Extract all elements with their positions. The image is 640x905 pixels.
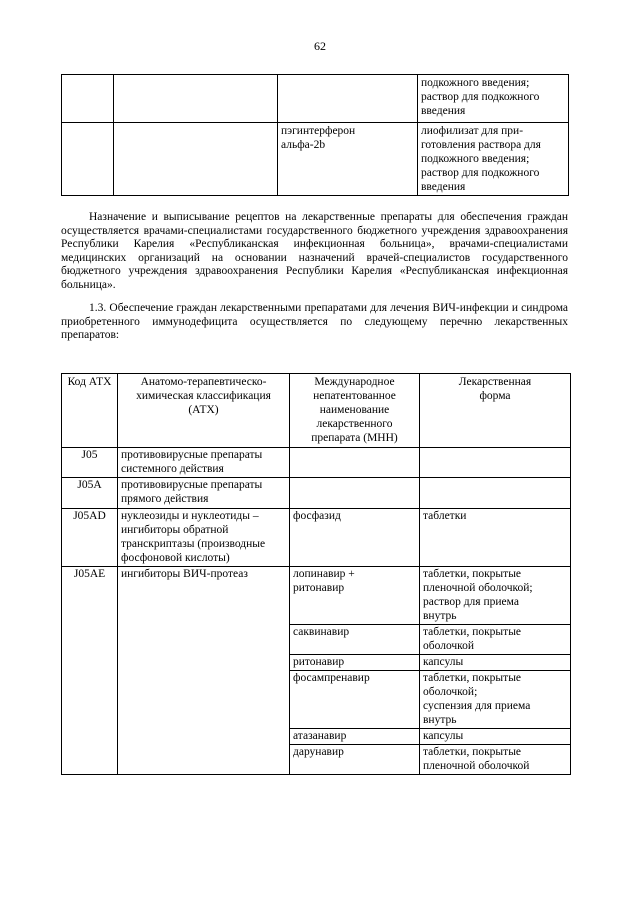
dosage-form-cell: таблетки, покрытые оболочкой; суспензия для приема внутрь — [420, 671, 571, 729]
header-dosage-form: Лекарственная форма — [420, 374, 571, 448]
page-number: 62 — [314, 39, 326, 53]
inn-cell: фосампренавир — [290, 671, 420, 729]
table-row — [62, 448, 571, 478]
dosage-form-cell: таблетки, покрытые оболочкой — [420, 625, 571, 655]
atc-code-cell: J05AE — [62, 567, 118, 775]
continued-drug-table — [61, 74, 569, 196]
atc-class-cell — [114, 75, 278, 123]
inn-cell: атазанавир — [290, 729, 420, 745]
atc-code-cell — [62, 123, 114, 196]
table-row — [62, 478, 571, 509]
table-row — [62, 75, 569, 123]
header-atc-code: Код АТХ — [62, 374, 118, 448]
dosage-form-cell: подкожного введения; раствор для подкожного введения — [418, 75, 569, 123]
table-row — [62, 123, 569, 196]
table-row — [62, 509, 571, 567]
atc-code-cell: J05 — [62, 448, 118, 478]
inn-cell — [290, 478, 420, 509]
inn-cell: саквинавир — [290, 625, 420, 655]
prescription-paragraph: Назначение и выписывание рецептов на лекарственные препараты для обеспечения граждан осуществляется врачами-специалистами государственного бюджетного учреждения здравоохранения Республики Карелия «Республиканская инфекционная больница», врачами-специалистами медицинских организаций на основании назначений врачей-специалистов государственного бюджетного учреждения здравоохранения Республики Карелия «Республиканская инфекционная больница». — [61, 211, 568, 291]
inn-cell — [278, 75, 418, 123]
inn-cell: дарунавир — [290, 745, 420, 775]
atc-class-cell: противовирусные препараты прямого действия — [118, 478, 290, 509]
atc-class-cell: противовирусные препараты системного действия — [118, 448, 290, 478]
atc-code-cell: J05A — [62, 478, 118, 509]
hiv-drug-table — [61, 373, 571, 775]
atc-class-cell — [114, 123, 278, 196]
dosage-form-cell: таблетки, покрытые пленочной оболочкой; раствор для приема внутрь — [420, 567, 571, 625]
table-header-row — [62, 374, 571, 448]
inn-cell: пэгинтерферон альфа-2b — [278, 123, 418, 196]
dosage-form-cell — [420, 448, 571, 478]
inn-cell: ритонавир — [290, 655, 420, 671]
dosage-form-cell: таблетки — [420, 509, 571, 567]
dosage-form-cell: капсулы — [420, 655, 571, 671]
dosage-form-cell: лиофилизат для при- готовления раствора для подкожного введения; раствор для подкожного введения — [418, 123, 569, 196]
atc-class-cell: ингибиторы ВИЧ-протеаз — [118, 567, 290, 775]
dosage-form-cell: капсулы — [420, 729, 571, 745]
dosage-form-cell: таблетки, покрытые пленочной оболочкой — [420, 745, 571, 775]
header-inn: Международное непатентованное наименование лекарственного препарата (МНН) — [290, 374, 420, 448]
inn-cell — [290, 448, 420, 478]
dosage-form-cell — [420, 478, 571, 509]
table-row — [62, 567, 571, 625]
atc-code-cell — [62, 75, 114, 123]
inn-cell: фосфазид — [290, 509, 420, 567]
inn-cell: лопинавир + ритонавир — [290, 567, 420, 625]
atc-class-cell: нуклеозиды и нуклеотиды – ингибиторы обратной транскриптазы (производные фосфоновой кислоты) — [118, 509, 290, 567]
header-atc-class: Анатомо-терапевтическо- химическая классификация (АТХ) — [118, 374, 290, 448]
section-1-3-paragraph: 1.3. Обеспечение граждан лекарственными препаратами для лечения ВИЧ-инфекции и синдрома приобретенного иммунодефицита осуществляется по следующему перечню лекарственных препаратов: — [61, 302, 568, 341]
atc-code-cell: J05AD — [62, 509, 118, 567]
